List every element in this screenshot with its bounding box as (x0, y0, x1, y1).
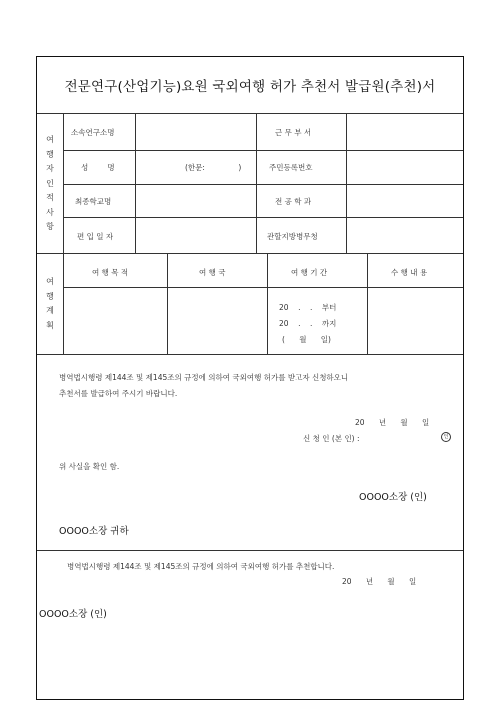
document-title: 전문연구(산업기능)요원 국외여행 허가 추천서 발급원(추천)서 (64, 79, 436, 95)
application-date[interactable]: 20 년 월 일 (355, 418, 430, 427)
rule (167, 253, 168, 354)
applicant-section-label: 여 행 자 인 적 사 항 (46, 135, 54, 231)
department-label: 근 무 부 서 (275, 128, 312, 137)
country-header: 여 행 국 (199, 268, 226, 277)
rule (63, 217, 463, 218)
rule (135, 113, 136, 253)
rule (37, 253, 463, 254)
application-text-line2: 추천서를 발급하여 주시기 바랍니다. (59, 389, 178, 398)
application-text-line1: 병역법시행령 제144조 및 제145조의 규정에 의하여 국외여행 허가를 받고자 신청하오니 (59, 373, 349, 382)
resident-number-field[interactable] (350, 162, 460, 178)
department-field[interactable] (350, 127, 460, 143)
enrollment-date-field[interactable] (139, 231, 251, 247)
military-office-label: 관할지방병무청 (267, 232, 318, 241)
country-field[interactable] (171, 293, 263, 349)
form-frame (36, 56, 464, 700)
task-header: 수 행 내 용 (391, 268, 428, 277)
rule (37, 550, 463, 551)
period-duration[interactable]: ( 월 일) (282, 335, 331, 344)
rule (37, 354, 463, 355)
recommendation-date[interactable]: 20 년 월 일 (342, 577, 417, 586)
rule (367, 253, 368, 354)
rule (267, 253, 268, 354)
seal-mark: 인 (441, 432, 451, 442)
recommendation-text: 병역법시행령 제144조 및 제145조의 규정에 의하여 국외여행 허가를 추천합니다. (67, 562, 335, 571)
period-to[interactable]: 20 . . 까지 (279, 319, 337, 328)
period-header: 여 행 기 간 (291, 268, 328, 277)
name-hanja-field[interactable]: (한문: ) (185, 163, 242, 172)
org-name-label: 소속연구소명 (71, 128, 115, 137)
rule (63, 287, 463, 288)
purpose-header: 여 행 목 적 (92, 268, 129, 277)
addressee: OOOO소장 귀하 (59, 526, 129, 537)
period-from[interactable]: 20 . . 부터 (279, 303, 337, 312)
rule (256, 113, 257, 253)
task-field[interactable] (371, 293, 459, 349)
major-field[interactable] (350, 196, 460, 212)
applicant-signature-label: 신 청 인 (본 인) : (303, 434, 360, 443)
travel-section-label: 여 행 계 획 (46, 277, 54, 330)
school-label: 최종학교명 (75, 197, 112, 206)
purpose-field[interactable] (67, 293, 163, 349)
confirmation-text: 위 사실을 확인 함. (59, 462, 120, 471)
name-label: 성 명 (81, 163, 115, 172)
enrollment-date-label: 편 입 일 자 (77, 232, 114, 241)
org-name-field[interactable] (139, 127, 251, 143)
rule (346, 113, 347, 253)
rule (37, 113, 463, 114)
military-office-field[interactable] (350, 231, 460, 247)
major-label: 전 공 학 과 (275, 197, 312, 206)
rule (63, 150, 463, 151)
rule (63, 113, 64, 354)
recommender-signature: OOOO소장 (인) (39, 609, 107, 620)
confirmer-signature: OOOO소장 (인) (359, 492, 427, 503)
rule (63, 184, 463, 185)
school-field[interactable] (139, 196, 251, 212)
resident-number-label: 주민등록번호 (269, 163, 313, 172)
